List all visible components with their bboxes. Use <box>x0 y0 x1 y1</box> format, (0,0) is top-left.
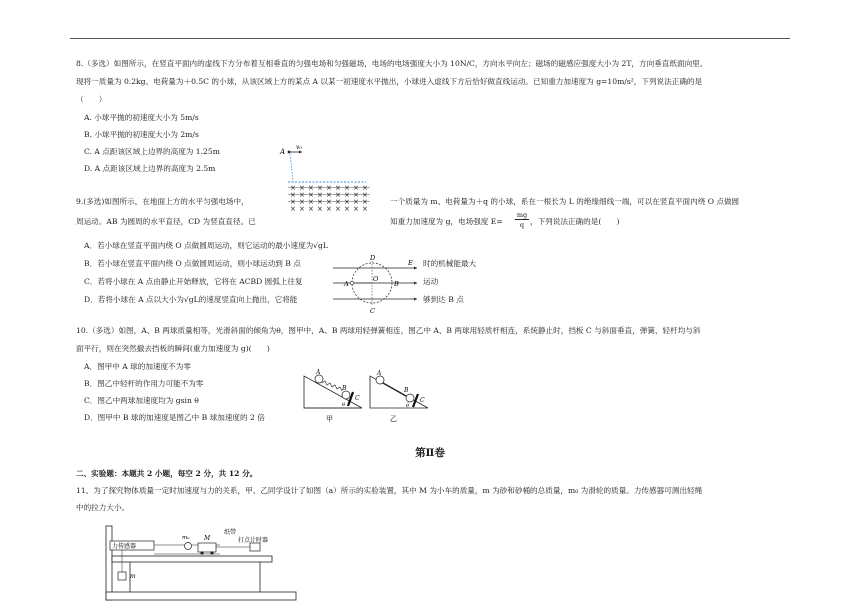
q11-timer <box>250 543 260 551</box>
q10-yi-ball-a <box>376 376 384 384</box>
magnetic-field-x-mark: × <box>308 198 314 206</box>
q9-option-d-cont: 够到达 B 点 <box>423 295 464 304</box>
svg-text:A: A <box>316 369 321 376</box>
q10-label-yi: 乙 <box>390 415 397 423</box>
magnetic-field-x-mark: × <box>317 198 323 206</box>
q10-option-c: C．图乙中两球加速度均为 gsin θ <box>84 396 199 405</box>
magnetic-field-x-mark: × <box>335 191 341 199</box>
svg-text:C: C <box>420 397 425 404</box>
q9-ball <box>350 281 354 285</box>
q11-sand-bucket <box>118 572 126 580</box>
magnetic-field-x-mark: × <box>290 191 296 199</box>
magnetic-field-x-mark: × <box>299 205 305 213</box>
q8-point-a-label: A <box>280 148 286 156</box>
q11-cart <box>198 543 216 552</box>
magnetic-field-x-mark: × <box>299 198 305 206</box>
q8-option-a: A. 小球平抛的初速度大小为 5m/s <box>84 113 199 122</box>
q10-jia-spring <box>322 381 342 391</box>
magnetic-field-x-mark: × <box>308 205 314 213</box>
magnetic-field-x-mark: × <box>317 191 323 199</box>
q8-line-1: 8.（多选）如图所示，在竖直平面内的虚线下方分布着互相垂直的匀强电场和匀强磁场，电场的电场强度大小为 10N/C，方向水平向左；磁场的磁感应强度大小为 2T，方向垂直纸面向里。 <box>76 59 708 68</box>
q8-line-2: 现将一质量为 0.2kg、电荷量为＋0.5C 的小球，从该区域上方的某点 A 以某一初速度水平抛出，小球进入虚线下方后恰好做直线运动。已知重力加速度为 g=10m/s²，下列说法正确的是 <box>76 77 703 86</box>
magnetic-field-x-mark: × <box>335 198 341 206</box>
q9-label-d: D <box>370 254 376 262</box>
magnetic-field-x-mark: × <box>344 191 350 199</box>
q10-incline-diagrams <box>302 368 432 428</box>
magnetic-field-x-mark: × <box>362 184 368 192</box>
magnetic-field-x-mark: × <box>353 205 359 213</box>
magnetic-field-x-mark: × <box>290 198 296 206</box>
q9-circle-diagram <box>333 253 423 317</box>
magnetic-field-x-mark: × <box>335 184 341 192</box>
q9-option-a: A．若小球在竖直平面内绕 O 点做圆周运动，则它运动的最小速度为√gL <box>84 241 328 250</box>
q11-pulley <box>185 543 192 550</box>
q10-option-a: A．图甲中 A 球的加速度不为零 <box>84 362 191 371</box>
svg-text:打点计时器: 打点计时器 <box>238 537 269 544</box>
svg-text:θ: θ <box>342 402 346 408</box>
q9-label-b: B <box>394 280 399 288</box>
magnetic-field-x-mark: × <box>326 198 332 206</box>
q10-yi-rod <box>383 383 406 396</box>
q9-label-a: A <box>344 280 349 288</box>
q11-table <box>106 592 296 600</box>
q11-track <box>112 556 272 562</box>
q8-line-3: （ ） <box>76 95 107 104</box>
q9-fraction-numerator: mg <box>516 211 528 219</box>
q9-line-1a: 9.(多选)如图所示，在地面上方的水平匀强电场中， <box>76 197 249 206</box>
svg-text:m₀: m₀ <box>182 535 190 541</box>
q8-field-diagram <box>278 142 388 214</box>
q10-jia-ball-b <box>342 391 350 399</box>
svg-text:力传感器: 力传感器 <box>112 543 137 550</box>
q8-option-c: C. A 点距该区域上边界的高度为 1.25m <box>84 147 220 156</box>
q11-line-1: 11、为了探究物体质量一定时加速度与力的关系，甲、乙同学设计了如图（a）所示的实验装置，其中 M 为小车的质量，m 为砂和砂桶的总质量，m₀ 为滑轮的质量。力传感器可测出轻绳 <box>76 486 703 495</box>
magnetic-field-x-mark: × <box>362 191 368 199</box>
q8-option-b: B. 小球平抛的初速度大小为 2m/s <box>84 130 199 139</box>
magnetic-field-x-mark: × <box>353 191 359 199</box>
q11-line-2: 中的拉力大小。 <box>76 503 130 512</box>
magnetic-field-x-mark: × <box>308 191 314 199</box>
svg-text:θ: θ <box>406 403 410 409</box>
magnetic-field-x-mark: × <box>317 205 323 213</box>
q9-fraction-denominator: q <box>519 221 525 229</box>
q10-diagram-jia <box>304 369 362 423</box>
q10-yi-ball-b <box>406 394 414 402</box>
magnetic-field-x-mark: × <box>299 191 305 199</box>
q9-label-e: E <box>408 259 413 267</box>
magnetic-field-x-mark: × <box>317 184 323 192</box>
q8-point-a <box>288 151 291 154</box>
q10-diagram-yi <box>370 370 428 423</box>
magnetic-field-x-mark: × <box>335 205 341 213</box>
q10-line-1: 10.（多选）如图，A、B 两球质量相等，光滑斜面的倾角为θ，图甲中，A、B 两球用轻弹簧相连，图乙中 A、B 两球用轻质杆相连，系统静止时，挡板 C 与斜面垂直，弹簧、轻杆均与斜 <box>76 326 701 335</box>
magnetic-field-x-mark: × <box>353 198 359 206</box>
q9-line-2a: 周运动。AB 为圆周的水平直径，CD 为竖直直径。已 <box>76 217 256 226</box>
q10-label-jia: 甲 <box>326 415 333 423</box>
header-rule <box>70 38 790 39</box>
svg-text:纸带: 纸带 <box>224 529 237 536</box>
magnetic-field-x-mark: × <box>344 198 350 206</box>
section-title: 第Ⅱ卷 <box>415 447 445 459</box>
magnetic-field-x-mark: × <box>290 205 296 213</box>
svg-text:A: A <box>377 370 382 377</box>
q10-option-b: B．图乙中轻杆的作用力可能不为零 <box>84 379 204 388</box>
magnetic-field-x-mark: × <box>326 191 332 199</box>
section-heading: 二、实验题：本题共 2 小题，每空 2 分，共 12 分。 <box>76 469 258 478</box>
svg-text:C: C <box>355 395 360 402</box>
magnetic-field-x-mark: × <box>299 184 305 192</box>
magnetic-field-x-mark: × <box>362 205 368 213</box>
svg-text:B: B <box>404 387 409 394</box>
q9-line-1b: 一个质量为 m、电荷量为＋q 的小球，系在一根长为 L 的绝缘细线一端，可以在竖直平面内绕 O 点做圆 <box>390 197 740 206</box>
q8-option-d: D. A 点距该区域上边界的高度为 2.5m <box>84 164 216 173</box>
q11-apparatus-diagram <box>100 522 300 604</box>
q10-option-d: D．图甲中 B 球的加速度是图乙中 B 球加速度的 2 倍 <box>84 413 265 422</box>
q9-option-c-cont: 运动 <box>423 277 439 286</box>
svg-text:B: B <box>342 385 347 392</box>
q9-line-2b: 知重力加速度为 g，电场强度 E= <box>390 217 503 226</box>
svg-text:m: m <box>130 573 136 580</box>
magnetic-field-x-mark: × <box>353 184 359 192</box>
q9-option-b-cont: 时的机械能最大 <box>423 259 477 268</box>
magnetic-field-x-mark: × <box>308 184 314 192</box>
q9-option-d: D．若将小球在 A 点以大小为√gL的速度竖直向上抛出，它将能 <box>84 295 298 304</box>
q9-option-c: C．若将小球在 A 点由静止开始释放，它将在 ACBD 圆弧上往复 <box>84 277 303 286</box>
q8-magnetic-field-marks <box>288 184 370 213</box>
q10-line-2: 面平行，则在突然撤去挡板的瞬间(重力加速度为 g)( ) <box>76 344 270 353</box>
magnetic-field-x-mark: × <box>344 205 350 213</box>
magnetic-field-x-mark: × <box>344 184 350 192</box>
q8-trajectory <box>290 154 293 182</box>
q9-label-o: O <box>373 275 379 283</box>
q11-support-post <box>106 526 112 600</box>
q9-option-b: B．若小球在竖直平面内绕 O 点做圆周运动，则小球运动到 B 点 <box>84 259 301 268</box>
q9-label-c: C <box>370 307 375 315</box>
magnetic-field-x-mark: × <box>362 198 368 206</box>
q10-jia-ball-a <box>315 375 323 383</box>
q9-line-2c: ，下列说法正确的是( ) <box>530 217 620 226</box>
magnetic-field-x-mark: × <box>326 184 332 192</box>
q8-velocity-label: v₀ <box>296 144 302 151</box>
magnetic-field-x-mark: × <box>326 205 332 213</box>
magnetic-field-x-mark: × <box>290 184 296 192</box>
svg-text:M: M <box>204 535 211 542</box>
